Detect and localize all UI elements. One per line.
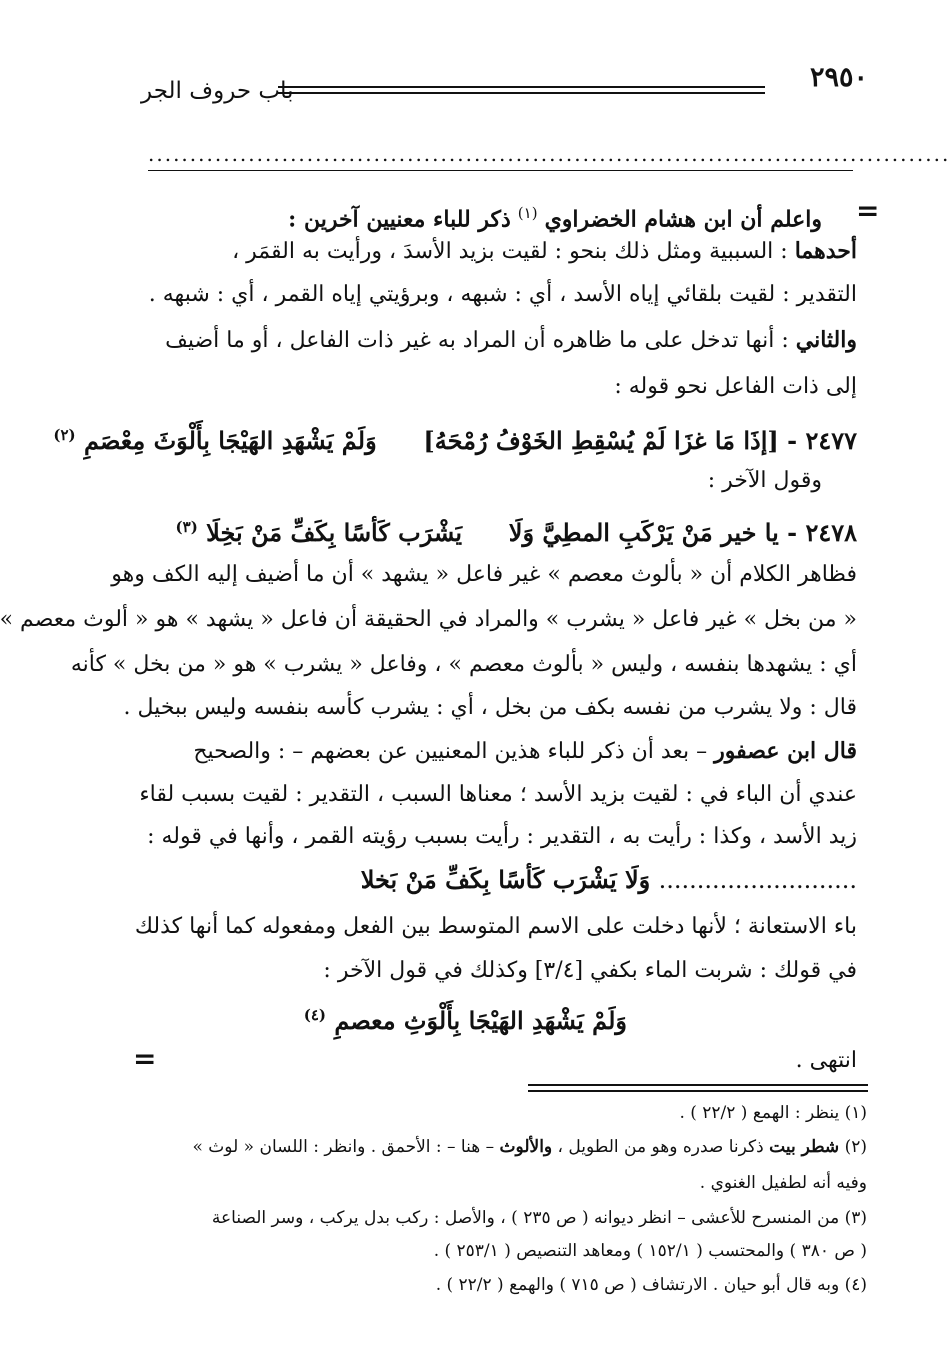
footnote-rule-top <box>528 1084 868 1086</box>
verse-quote-text: وَلَا يَشْرَب كَأسًا بِكَفِّ مَنْ بَخلا <box>360 865 651 894</box>
body-line-11-text: – بعد أن ذكر للباء هذين المعنيين عن بعضهم – : والصحيح <box>193 739 708 764</box>
body-line-6: وقول الآخر : <box>707 468 822 493</box>
verse-quote-dots: .......................... <box>658 866 857 894</box>
body-line-1-tail: ذكر للباء معنيين آخرين : <box>288 206 511 233</box>
verse-2477-first-hemistich: [إذَا مَا غزَا لَمْ يُسْقِطِ الخَوْفُ رُمْحَهُ] <box>423 426 779 455</box>
footnote-ref-1: (١) <box>517 204 538 222</box>
label-ibn-usfur: قال ابن عصفور <box>714 738 857 764</box>
label-first: أحدهما <box>794 238 857 264</box>
footnote-ref-3: (٣) <box>175 518 198 536</box>
header-rule-top <box>278 86 765 88</box>
footnote-2-continuation: وفيه أنه لطفيل الغنوي . <box>699 1173 867 1193</box>
body-line-8: « من بخل » غير فاعل « يشرب » والمراد في الحقيقة أن فاعل « يشهد » هو « ألوث معصم » <box>0 607 857 632</box>
verse-2477 <box>53 420 857 456</box>
footnote-2-label: شطر بيت <box>769 1137 840 1157</box>
body-line-3: التقدير : لقيت بلقائي إياه الأسد ، أي : شبهه ، وبرؤيتي إياه القمر ، أي : شبهه . <box>148 282 857 307</box>
verse-2477-second-hemistich: وَلَمْ يَشْهَدِ الهَيْجَا بِأَلْوَثَ مِعْصَمِ <box>84 426 377 455</box>
verse-quote-ma3sam <box>304 1000 627 1036</box>
dotted-separator: ................................................................................................ <box>148 142 951 166</box>
body-line-2-text: : السببية ومثل ذلك بنحو : لقيت بزيد الأسدَ ، ورأيت به القمَر ، <box>232 239 788 264</box>
page-number: ٢٩٥٠ <box>809 62 868 93</box>
chapter-title: باب حروف الجر <box>141 78 294 104</box>
verse-quote-drink <box>361 865 857 895</box>
body-line-1-lead: واعلم أن ابن هشام الخضراوي <box>544 206 822 233</box>
footnote-1: (١) ينظر : الهمع ( ٢٢/٢ ) . <box>679 1103 867 1123</box>
header-rule-bottom <box>278 92 765 94</box>
body-line-13: زيد الأسد ، وكذا : رأيت به ، التقدير : رأيت بسبب رؤيته القمر ، وأنها في قوله : <box>147 824 857 849</box>
verse-2478-second-hemistich: يَشْرَب كَأسًا بِكَفِّ مَنْ بَخِلَا <box>206 518 463 547</box>
body-line-7: فظاهر الكلام أن « بألوث معصم » غير فاعل « يشهد » أن ما أضيف إليه الكف وهو <box>111 562 857 587</box>
footnote-2-label-2: والألوث <box>499 1137 553 1157</box>
footnote-ref-2: (٢) <box>53 426 76 444</box>
body-line-16: انتهى . <box>795 1048 857 1073</box>
body-line-11 <box>193 736 857 767</box>
body-line-9: أي : يشهدها بنفسه ، وليس « بألوث معصم » ، وفاعل « يشرب » هو « من بخل » كأنه <box>70 652 857 677</box>
body-line-15: في قولك : شربت الماء بكفي [٣/٤] وكذلك في قول الآخر : <box>323 958 857 983</box>
verse-number-2477: ٢٤٧٧ - <box>787 426 857 455</box>
footnote-3-continuation: ( ص ٣٨٠ ) والمحتسب ( ١٥٢/١ ) ومعاهد التنصيص ( ٢٥٣/١ ) . <box>433 1241 867 1261</box>
footnote-2-text-b: – هنا – : الأحمق . وانظر : اللسان « لوث » <box>192 1137 495 1157</box>
verse-2478-first-hemistich: يا خير مَنْ يَرْكَبِ المطِيَّ وَلَا <box>508 518 779 547</box>
continuation-mark-bottom: = <box>133 1042 157 1075</box>
footnote-rule-bottom <box>528 1090 868 1092</box>
body-line-4 <box>165 325 857 356</box>
body-line-4-text: : أنها تدخل على ما ظاهره أن المراد به غير ذات الفاعل ، أو ما أضيف <box>165 328 789 353</box>
footnote-3: (٣) من المنسرح للأعشى – انظر ديوانه ( ص ٢٣٥ ) ، والأصل : ركب بدل يركب ، وسر الصناعة <box>211 1208 867 1228</box>
continuation-mark-top: = <box>856 194 880 227</box>
label-second: والثاني <box>795 327 857 353</box>
verse-2478 <box>176 512 857 548</box>
body-line-14: باء الاستعانة ؛ لأنها دخلت على الاسم المتوسط بين الفعل ومفعوله كما أنها كذلك <box>134 914 857 939</box>
footnote-2-number: (٢) <box>844 1137 867 1157</box>
footnote-4: (٤) وبه قال أبو حيان . الارتشاف ( ص ٧١٥ ) والهمع ( ٢٢/٢ ) . <box>435 1275 867 1295</box>
verse-quote-ma3sam-text: وَلَمْ يَشْهَدِ الهَيْجَا بِأَلْوَثِ معصمِ <box>334 1006 627 1035</box>
verse-number-2478: ٢٤٧٨ - <box>787 518 857 547</box>
footnote-ref-4: (٤) <box>303 1006 326 1024</box>
body-line-1 <box>282 198 822 235</box>
footnote-2-text-a: ذكرنا صدره وهو من الطويل ، <box>557 1137 764 1157</box>
body-line-12: عندي أن الباء في : لقيت بزيد الأسد ؛ معناها السبب ، التقدير : لقيت بسبب لقاء <box>139 782 857 807</box>
footnote-2 <box>192 1134 867 1160</box>
separator-rule <box>148 170 853 171</box>
body-line-5: إلى ذات الفاعل نحو قوله : <box>614 374 857 399</box>
body-line-2 <box>232 236 857 267</box>
body-line-10: قال : ولا يشرب من نفسه بكف من بخل ، أي : يشرب كأسه بنفسه وليس ببخيل . <box>123 695 857 720</box>
